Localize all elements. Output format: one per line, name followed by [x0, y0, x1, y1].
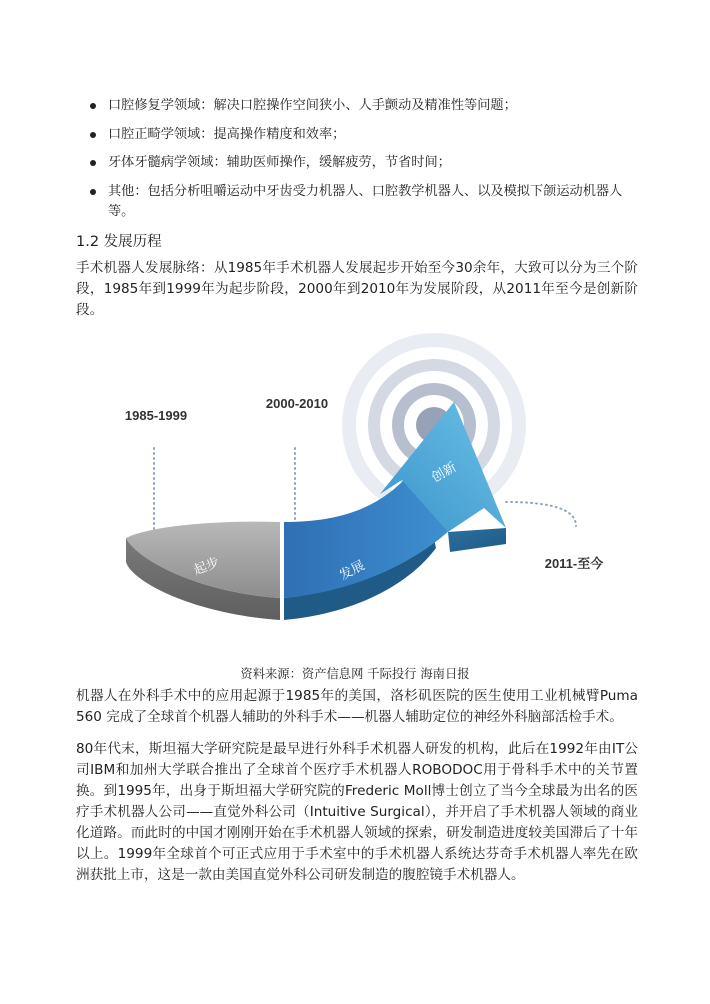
section-heading: 1.2 发展历程: [76, 234, 162, 250]
figure-caption: 资料来源：资产信息网 千际投行 海南日报: [240, 667, 470, 681]
development-stages-figure: [114, 330, 626, 644]
bullet-list: [88, 96, 648, 230]
list-item: 口腔正畸学领域：提高操作精度和效率；: [88, 125, 648, 145]
list-item: 牙体牙髓病学领域：辅助医师操作，缓解疲劳，节省时间；: [88, 153, 648, 173]
stage3-years: 2011-至今: [544, 556, 604, 571]
list-item: 口腔修复学领域：解决口腔操作空间狭小、人手颤动及精准性等问题；: [88, 96, 648, 116]
history-paragraph-1: 机器人在外科手术中的应用起源于1985年的美国，洛杉矶医院的医生使用工业机械臂Puma 560 完成了全球首个机器人辅助的外科手术——机器人辅助定位的神经外科脑部活检手术。: [76, 688, 638, 725]
stage3-label: 创新: [429, 459, 460, 486]
stage2-label: 发展: [337, 558, 368, 584]
list-item: 其他：包括分析咀嚼运动中牙齿受力机器人、口腔教学机器人、以及模拟下颌运动机器人等。: [88, 182, 648, 222]
history-paragraph-2: 80年代末，斯坦福大学研究院是最早进行外科手术机器人研发的机构，此后在1992年由IT公司IBM和加州大学联合推出了全球首个医疗手术机器人ROBODOC用于骨科手术中的关节置换。到1995年，出身于斯坦福大学研究院的Frederic Moll博士创立了当今全球最为出名的医疗手术机器人公司——直觉外科公司（Intuitive Surgical），并开启了手术机器人领域的商业化道路。而此时的中国才刚刚开始在手术机器人领域的探索，研发制造进度较美国滞后了十年以上。1999年全球首个可正式应用于手术室中的手术机器人系统达芬奇手术机器人率先在欧洲获批上市，这是一款由美国直觉外科公司研发制造的腹腔镜手术机器人。: [76, 741, 638, 883]
intro-paragraph: 手术机器人发展脉络：从1985年手术机器人发展起步开始至今30余年，大致可以分为三个阶段，1985年到1999年为起步阶段，2000年到2010年为发展阶段，从2011年至今是创新阶段。: [76, 260, 638, 318]
stage1-label: 起步: [191, 554, 222, 579]
stage1-years: 1985-1999: [124, 408, 188, 423]
stage2-years: 2000-2010: [265, 396, 329, 411]
